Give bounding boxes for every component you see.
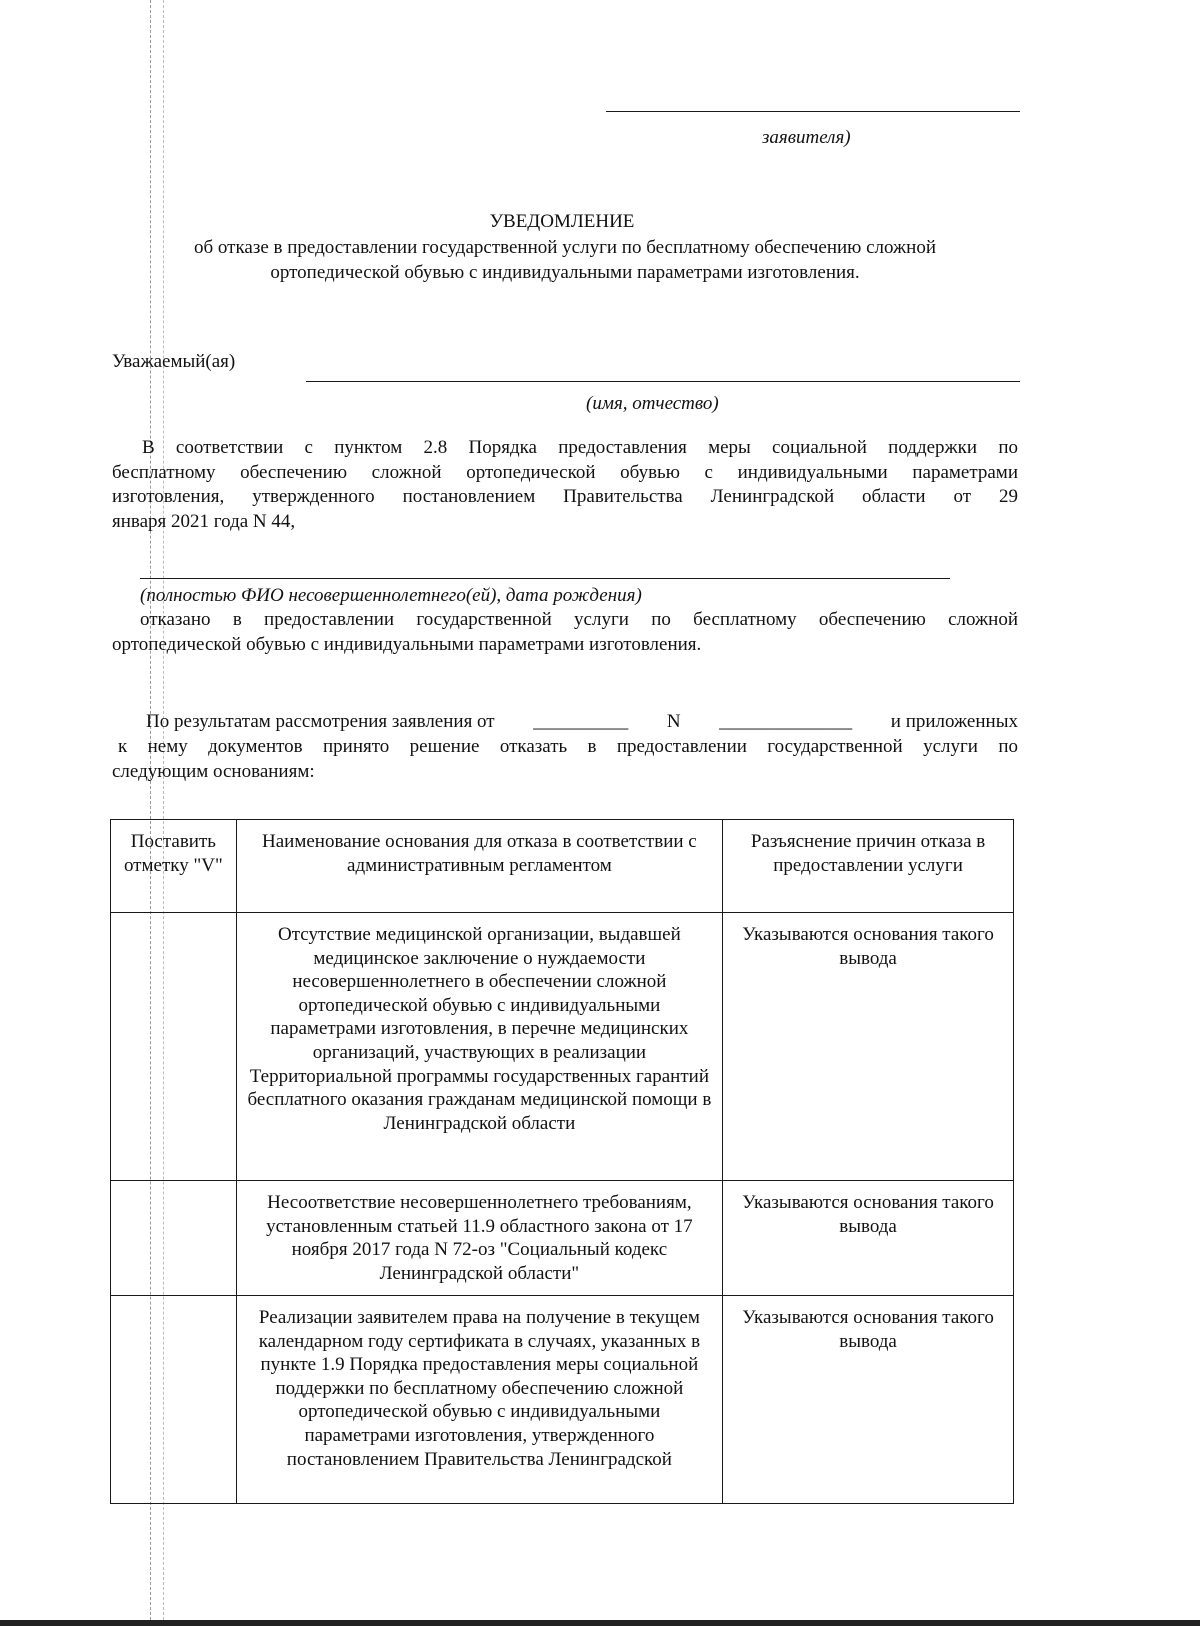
scan-bottom-edge <box>0 1620 1200 1626</box>
basis-line: изготовления, утвержденного постановлением Правительства Ленинградской области от 29 <box>112 486 1018 508</box>
ground-cell: Отсутствие медицинской организации, выдавшей медицинское заключение о нуждаемости несовершеннолетнего в обеспечении сложной ортопедической обувью с индивидуальными параметрами изготовления, в перечне медицинских организаций, участвующих в реализации Территориальной программы государственных гарантий бесплатного оказания гражданам медицинской помощи в Ленинградской области <box>236 913 722 1181</box>
application-date-blank: __________ <box>533 711 629 732</box>
basis-line: бесплатному обеспечению сложной ортопедической обувью с индивидуальными параметрами <box>112 461 1018 483</box>
applicant-caption: заявителя) <box>762 127 851 148</box>
ground-cell: Реализации заявителем права на получение в текущем календарном году сертификата в случаях, указанных в пункте 1.9 Порядка предоставления меры социальной поддержки по бесплатному обеспечению сложной ортопедической обувью с индивидуальными параметрами изготовления, утвержденного постановлением Правительства Ленинградской <box>236 1296 722 1504</box>
basis-line: января 2021 года N 44, <box>112 510 296 532</box>
mark-cell[interactable] <box>111 1296 237 1504</box>
explanation-cell: Указываются основания такого вывода <box>723 913 1014 1181</box>
decision-line3: следующим основаниям: <box>112 761 315 782</box>
header-mark: Поставить отметку "V" <box>111 820 237 913</box>
document-heading: УВЕДОМЛЕНИЕ <box>489 211 635 232</box>
decision-line1 <box>146 710 1018 734</box>
table-row <box>111 1181 1014 1296</box>
recipient-name-line <box>306 381 1020 382</box>
basis-paragraph <box>112 436 1018 534</box>
decision-text-part2: N <box>666 711 681 732</box>
header-ground: Наименование основания для отказа в соответствии с административным регламентом <box>236 820 722 913</box>
header-explanation: Разъяснение причин отказа в предоставлении услуги <box>723 820 1014 913</box>
application-number-blank: ______________ <box>719 711 853 732</box>
mark-cell[interactable] <box>111 1181 237 1296</box>
refusal-line1: отказано в предоставлении государственной услуги по бесплатному обеспечению сложной <box>140 609 1018 630</box>
refusal-line2: ортопедической обувью с индивидуальными параметрами изготовления. <box>112 634 702 655</box>
minor-name-line <box>140 578 950 579</box>
decision-text-part3: и приложенных <box>890 711 1018 732</box>
greeting-label: Уважаемый(ая) <box>112 351 236 372</box>
mark-cell[interactable] <box>111 913 237 1181</box>
explanation-cell: Указываются основания такого вывода <box>723 1296 1014 1504</box>
minor-name-caption: (полностью ФИО несовершеннолетнего(ей), дата рождения) <box>140 585 642 606</box>
table-row <box>111 1296 1014 1504</box>
document-subtitle-line2: ортопедической обувью с индивидуальными параметрами изготовления. <box>270 262 860 283</box>
recipient-name-caption: (имя, отчество) <box>586 393 719 414</box>
table-header-row <box>111 820 1014 913</box>
refusal-grounds-table <box>110 819 1014 1504</box>
document-subtitle-line1: об отказе в предоставлении государственной услуги по бесплатному обеспечению сложной <box>193 237 937 258</box>
table-row <box>111 913 1014 1181</box>
applicant-name-line <box>606 111 1020 112</box>
decision-line2: к нему документов принято решение отказать в предоставлении государственной услуги по <box>118 736 1018 757</box>
basis-line: В соответствии с пунктом 2.8 Порядка предоставления меры социальной поддержки по <box>142 437 1018 458</box>
decision-text-part1: По результатам рассмотрения заявления от <box>146 711 495 732</box>
ground-cell: Несоответствие несовершеннолетнего требованиям, установленным статьей 11.9 областного закона от 17 ноября 2017 года N 72-оз "Социальный кодекс Ленинградской области" <box>236 1181 722 1296</box>
explanation-cell: Указываются основания такого вывода <box>723 1181 1014 1296</box>
